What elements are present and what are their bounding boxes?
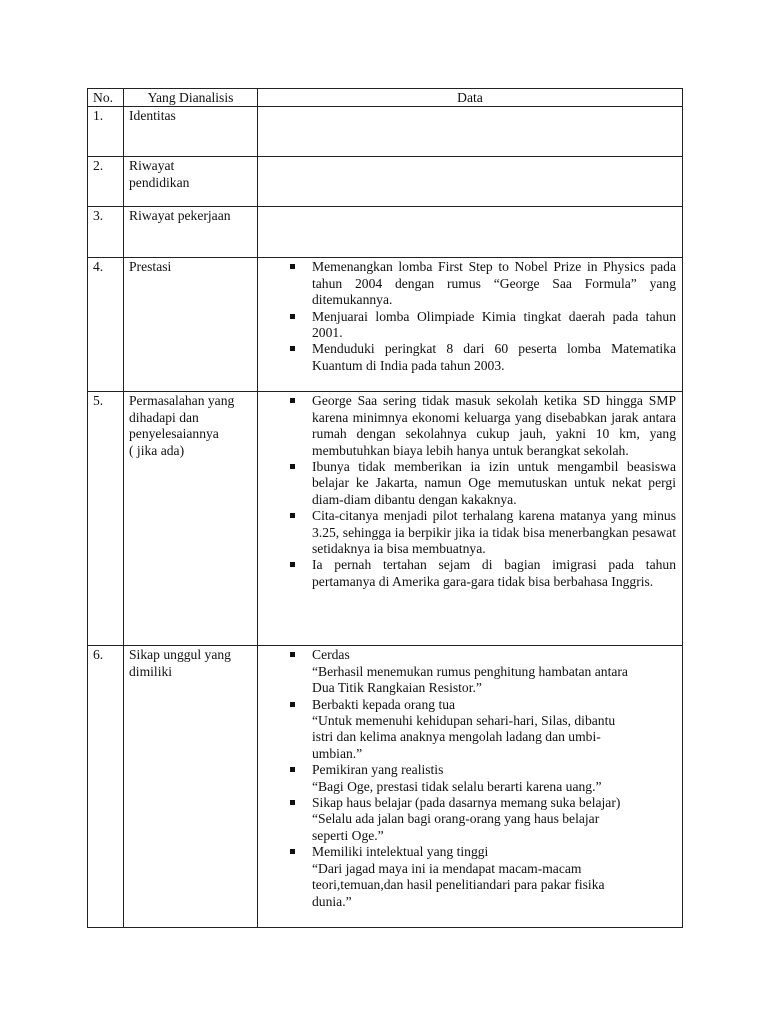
list-item — [260, 341, 676, 374]
row-analyzed-item: Riwayat pekerjaan — [124, 207, 258, 258]
row-analyzed-item: Identitas — [124, 107, 258, 157]
list-item-text: Ibunya tidak memberikan ia izin untuk mengambil beasiswa belajar ke Jakarta, namun Oge memutuskan untuk nekat pergi diam-diam dibantu dengan kakaknya. — [312, 459, 676, 507]
list-item-text: Memenangkan lomba First Step to Nobel Prize in Physics pada tahun 2004 dengan rumus “George Saa Formula” yang ditemukannya. — [312, 259, 676, 308]
list-item-text: Sikap haus belajar (pada dasarnya memang suka belajar) — [312, 795, 621, 811]
square-bullet-icon — [290, 702, 295, 707]
list-item-quote: “Bagi Oge, prestasi tidak selalu berarti karena uang.” — [312, 778, 602, 794]
list-item — [260, 557, 676, 590]
row-number: 5. — [88, 392, 124, 646]
table-body — [88, 107, 683, 928]
list-item-text: George Saa sering tidak masuk sekolah ketika SD hingga SMP karena minimnya ekonomi keluarga yang disebabkan jarak antara rumah dengan sekolahnya cukup jauh, yakni 10 km, yang membutuhkan biaya lebih hanya untuk berangkat sekolah. — [312, 393, 676, 458]
row-data-cell — [258, 392, 683, 646]
analysis-table — [87, 88, 683, 928]
list-item — [260, 393, 676, 459]
list-item — [260, 309, 676, 342]
list-item-quote: “Selalu ada jalan bagi orang-orang yang haus belajar seperti Oge.” — [312, 811, 600, 843]
list-item — [260, 508, 676, 557]
list-item — [260, 259, 676, 308]
table-row — [88, 258, 683, 392]
square-bullet-icon — [290, 562, 295, 567]
row-number: 1. — [88, 107, 124, 157]
header-no: No. — [88, 89, 124, 107]
row-number: 6. — [88, 646, 124, 928]
square-bullet-icon — [290, 346, 295, 351]
table-header-row — [88, 89, 683, 107]
list-item-text: Memiliki intelektual yang tinggi — [312, 844, 489, 860]
square-bullet-icon — [290, 849, 295, 854]
list-item — [260, 795, 676, 844]
square-bullet-icon — [290, 652, 295, 657]
list-item-quote: “Dari jagad maya ini ia mendapat macam-macam teori,temuan,dan hasil penelitiandari para pakar fisika dunia.” — [312, 860, 605, 909]
row-data-cell — [258, 157, 683, 207]
list-item-text: Menduduki peringkat 8 dari 60 peserta lomba Matematika Kuantum di India pada tahun 2003. — [312, 341, 676, 373]
row-analyzed-item: Sikap unggul yang dimiliki — [124, 646, 258, 928]
row-data-cell — [258, 258, 683, 392]
header-data: Data — [258, 89, 683, 107]
row-data-cell — [258, 646, 683, 928]
list-item-text: Cita-citanya menjadi pilot terhalang karena matanya yang minus 3.25, sehingga ia berpikir jika ia tidak bisa menerbangkan pesawat setidaknya ia bisa membuatnya. — [312, 508, 676, 557]
table-row — [88, 207, 683, 258]
list-item — [260, 697, 676, 763]
list-item-text: Cerdas — [312, 647, 350, 663]
list-item — [260, 844, 676, 910]
list-item-text: Ia pernah tertahan sejam di bagian imigrasi pada tahun pertamanya di Amerika gara-gara tidak bisa berbahasa Inggris. — [312, 557, 676, 589]
square-bullet-icon — [290, 767, 295, 772]
table-row — [88, 157, 683, 207]
list-item — [260, 762, 676, 795]
data-bullet-list — [260, 259, 676, 374]
square-bullet-icon — [290, 314, 295, 319]
square-bullet-icon — [290, 264, 295, 269]
row-number: 2. — [88, 157, 124, 207]
row-analyzed-item: Prestasi — [124, 258, 258, 392]
list-item-quote: “Berhasil menemukan rumus penghitung hambatan antara Dua Titik Rangkaian Resistor.” — [312, 663, 628, 696]
analysis-table-container — [87, 88, 682, 928]
table-row — [88, 392, 683, 646]
row-number: 4. — [88, 258, 124, 392]
data-bullet-list — [260, 647, 676, 910]
square-bullet-icon — [290, 464, 295, 469]
list-item-text: Pemikiran yang realistis — [312, 762, 444, 778]
list-item — [260, 459, 676, 508]
row-number: 3. — [88, 207, 124, 258]
list-item-text: Menjuarai lomba Olimpiade Kimia tingkat daerah pada tahun 2001. — [312, 308, 676, 341]
table-row — [88, 107, 683, 157]
header-analyzed: Yang Dianalisis — [124, 89, 258, 107]
list-item-quote: “Untuk memenuhi kehidupan sehari-hari, Silas, dibantu istri dan kelima anaknya mengolah ladang dan umbi- umbian.” — [312, 713, 616, 761]
square-bullet-icon — [290, 513, 295, 518]
list-item-text: Berbakti kepada orang tua — [312, 696, 456, 712]
row-data-cell — [258, 207, 683, 258]
row-analyzed-item: Riwayat pendidikan — [124, 157, 258, 207]
row-analyzed-item: Permasalahan yang dihadapi dan penyelesaiannya ( jika ada) — [124, 392, 258, 646]
table-row — [88, 646, 683, 928]
list-item — [260, 647, 676, 696]
row-data-cell — [258, 107, 683, 157]
square-bullet-icon — [290, 800, 295, 805]
square-bullet-icon — [290, 398, 295, 403]
data-bullet-list — [260, 393, 676, 590]
